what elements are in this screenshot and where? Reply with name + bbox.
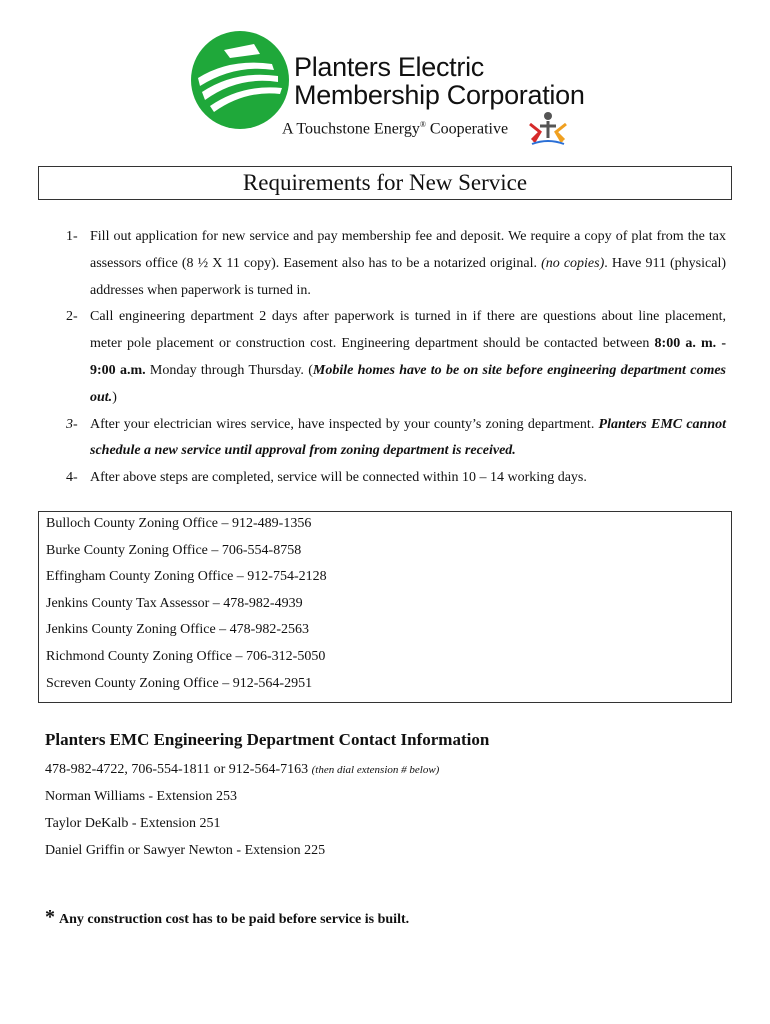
requirements-list bbox=[66, 224, 726, 492]
phones-note: (then dial extension # below) bbox=[311, 764, 440, 776]
company-name-line1: Planters Electric bbox=[294, 52, 484, 82]
contact-person: Norman Williams - Extension 253 bbox=[45, 789, 238, 804]
zoning-office-item: Jenkins County Zoning Office – 478-982-2563 bbox=[46, 622, 309, 638]
zoning-offices-box bbox=[38, 511, 732, 703]
zoning-office-item: Richmond County Zoning Office – 706-312-5050 bbox=[46, 649, 326, 664]
zoning-office-item: Screven County Zoning Office – 912-564-2951 bbox=[46, 675, 313, 691]
requirement-item bbox=[66, 304, 726, 411]
zoning-office-item: Jenkins County Tax Assessor – 478-982-4939 bbox=[46, 595, 303, 611]
footnote-text: Any construction cost has to be paid before service is built. bbox=[59, 912, 410, 927]
requirement-number: 4- bbox=[66, 470, 78, 486]
footnote-star: * bbox=[45, 906, 55, 928]
title-box bbox=[38, 166, 732, 200]
zoning-office-item: Bulloch County Zoning Office – 912-489-1356 bbox=[46, 516, 312, 531]
requirement-number: 3- bbox=[66, 416, 78, 432]
requirement-item bbox=[66, 465, 726, 492]
requirement-item bbox=[66, 412, 726, 466]
contact-person: Daniel Griffin or Sawyer Newton - Extension 225 bbox=[45, 843, 326, 858]
logo-tagline: A Touchstone Energy® Cooperative bbox=[282, 120, 509, 138]
page-title: Requirements for New Service bbox=[242, 170, 528, 195]
requirement-number: 1- bbox=[66, 229, 78, 244]
company-logo bbox=[190, 30, 590, 150]
requirement-text: After above steps are completed, service will be connected within 10 – 14 working days. bbox=[90, 470, 587, 486]
contact-heading: Planters EMC Engineering Department Contact Information bbox=[45, 730, 490, 749]
requirement-text: Fill out application for new service and pay membership fee and deposit. We require a copy of plat from the tax assessors office (8 ½ X 11 copy). Easement also has to be a notarized original. (no copies). Have 911 (physical) addresses when paperwork is turned in. bbox=[90, 229, 726, 298]
contact-person: Taylor DeKalb - Extension 251 bbox=[45, 816, 221, 831]
footnote bbox=[45, 906, 409, 929]
zoning-office-item: Effingham County Zoning Office – 912-754-2128 bbox=[46, 569, 327, 585]
requirement-item bbox=[66, 224, 726, 304]
requirement-number: 2- bbox=[66, 309, 78, 325]
contact-phones: 478-982-4722, 706-554-1811 or 912-564-7163 (then dial extension # below) bbox=[45, 762, 440, 777]
requirement-text: After your electrician wires service, have inspected by your county’s zoning department. Planters EMC cannot schedule a new service until approval from zoning department is received. bbox=[90, 416, 726, 459]
requirement-text: Call engineering department 2 days after paperwork is turned in if there are questions about line placement, meter pole placement or construction cost. Engineering department should be contacted between 8:00 a. m. - 9:00 a.m. Monday through Thursday. (Mobile homes have to be on site before engineering department comes out.) bbox=[90, 309, 727, 405]
zoning-office-item: Burke County Zoning Office – 706-554-8758 bbox=[46, 542, 302, 558]
company-name-line2: Membership Corporation bbox=[294, 80, 585, 110]
